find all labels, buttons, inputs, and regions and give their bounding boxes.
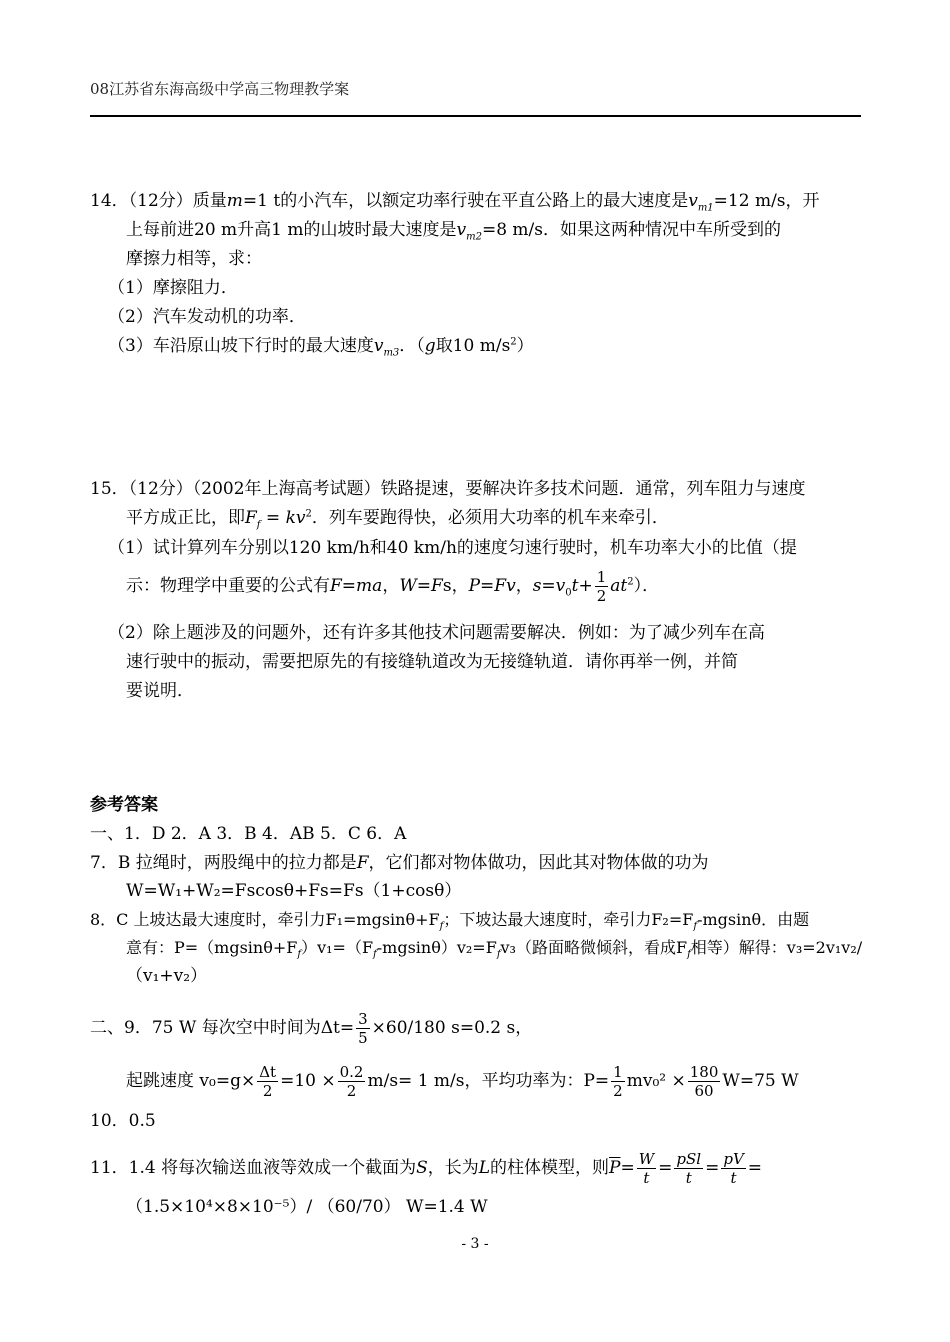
text: 二、9．75 W 每次空中时间为Δt= — [90, 1018, 355, 1038]
answer-8-line-2 — [126, 937, 862, 959]
text: ，它们都对物体做功，因此其对物体做的功为 — [368, 853, 709, 873]
text: ，长为 — [427, 1158, 479, 1178]
text: （2002年上海高考试题）铁路提速，要解决许多技术问题．通常，列车阻力与速度 — [192, 479, 806, 499]
answer-7-line-2: W=W₁+W₂=Fscosθ+Fs=Fs（1+cosθ） — [126, 881, 462, 901]
fraction-numerator: 1 — [596, 568, 607, 586]
q15-line-1 — [90, 478, 806, 500]
symbol: v — [373, 336, 384, 356]
text: 上每前进20 m升高1 m的山坡时最大速度是 — [126, 220, 457, 240]
fraction-numerator: Δt — [259, 1063, 277, 1081]
symbol: t — [571, 576, 579, 596]
answer-11-line-2: （1.5×10⁴×8×10⁻⁵）/ （60/70） W=1.4 W — [126, 1197, 488, 1217]
text: （3）车沿原山坡下行时的最大速度 — [108, 336, 374, 356]
fraction-numerator: 180 — [689, 1063, 719, 1081]
fraction-numerator: 1 — [613, 1063, 623, 1081]
fraction-180-60 — [688, 1063, 721, 1100]
symbol: at — [610, 576, 628, 596]
symbol: F — [356, 853, 369, 873]
q14-score: （12分） — [128, 191, 193, 211]
symbol: W — [399, 576, 417, 596]
fraction-pv-t — [721, 1150, 745, 1187]
fraction-one-half — [611, 1063, 625, 1100]
text: ．（ — [399, 336, 425, 356]
text: ， — [382, 576, 400, 596]
text: ×60/180 s=0.2 s， — [371, 1018, 533, 1038]
text: -mgsinθ）v₂=F — [376, 938, 497, 957]
subscript: f — [373, 949, 377, 961]
fraction-numerator: pSl — [676, 1150, 702, 1168]
text: ）． — [633, 576, 660, 596]
subscript: f — [439, 921, 444, 933]
q14-part-2: （2）汽车发动机的功率． — [108, 307, 306, 327]
fraction-psl-t — [674, 1150, 703, 1187]
q15-part-1: （1）试计算列车分别以120 km/h和40 km/h的速度匀速行驶时，机车功率大小的比值（提 — [108, 538, 797, 558]
q15-part-2-line-3: 要说明． — [126, 681, 194, 701]
text: mv₀² × — [626, 1071, 686, 1091]
text: ） — [516, 336, 534, 356]
fraction-denominator: t — [643, 1169, 650, 1187]
symbol: F — [330, 576, 342, 596]
q15-score: （12分） — [128, 479, 193, 499]
text: =1 t的小汽车，以额定功率行驶在平直公路上的最大速度是 — [242, 191, 689, 211]
answer-1-6: 一、1．D 2．A 3．B 4．AB 5．C 6．A — [90, 824, 407, 844]
text: + — [578, 576, 593, 596]
fraction-three-fifths — [356, 1010, 370, 1047]
q14-line-2 — [126, 219, 781, 241]
text: = — [341, 576, 357, 596]
text: 平方成正比，即 — [126, 508, 245, 528]
text: = — [260, 508, 286, 528]
symbol: Fv — [494, 576, 516, 596]
symbol: F — [245, 508, 257, 528]
fraction-denominator: 60 — [694, 1082, 714, 1100]
answer-9-line-1 — [90, 1010, 532, 1047]
text: = — [541, 576, 556, 596]
text: = — [416, 576, 432, 596]
fraction-numerator: 0.2 — [339, 1063, 364, 1081]
text: = — [705, 1158, 720, 1178]
text: ）v₁=（F — [301, 938, 374, 957]
fraction-numerator: 3 — [358, 1010, 368, 1028]
text: = — [747, 1158, 763, 1178]
answer-8-line-3: （v₁+v₂） — [126, 966, 208, 986]
text: 意有：P=（mgsinθ+F — [126, 938, 298, 957]
subscript: f — [256, 519, 261, 531]
answer-9-line-2 — [126, 1063, 799, 1100]
page-header: 08江苏省东海高级中学高三物理教学案 — [90, 80, 350, 98]
header-rule — [90, 115, 861, 117]
text: ；下坡达最大速度时，牵引力F₂=F — [443, 910, 694, 929]
symbol: v — [688, 191, 698, 211]
fraction-denominator: t — [730, 1169, 737, 1187]
fraction-denominator: 5 — [358, 1029, 368, 1047]
text: W=75 W — [722, 1071, 799, 1091]
superscript: 2 — [510, 336, 517, 348]
symbol: S — [416, 1158, 428, 1178]
text: 示：物理学中重要的公式有 — [126, 576, 330, 596]
text: 7．B 拉绳时，两股绳中的拉力都是 — [90, 853, 357, 873]
text: 质量 — [192, 191, 227, 211]
text: = — [658, 1158, 673, 1178]
text: 11．1.4 将每次输送血液等效成一个截面为 — [90, 1158, 417, 1178]
subscript: f — [687, 949, 691, 961]
symbol: v — [555, 576, 566, 596]
page-number: - 3 - — [461, 1236, 489, 1252]
symbol: L — [478, 1158, 491, 1178]
text: 相等）解得：v₃=2v₁v₂/ — [690, 938, 863, 957]
fraction-w-t — [637, 1150, 656, 1187]
symbol: g — [424, 336, 436, 356]
fraction-denominator: t — [685, 1169, 692, 1187]
subscript: m3 — [383, 347, 400, 359]
q14-part-1: （1）摩擦阻力． — [108, 278, 238, 298]
answer-10: 10．0.5 — [90, 1111, 156, 1131]
symbol: $\overline{P}$ — [609, 1158, 621, 1178]
text: =8 m/s．如果这两种情况中车所受到的 — [481, 220, 782, 240]
q15-part-2-line-2: 速行驶中的振动，需要把原先的有接缝轨道改为无接缝轨道．请你再举一例，并简 — [126, 652, 738, 672]
subscript: f — [496, 949, 501, 961]
symbol: v — [456, 220, 467, 240]
symbol: F — [431, 576, 443, 596]
symbol: s — [532, 576, 542, 596]
fraction-numerator: W — [638, 1150, 655, 1168]
text: ．列车要跑得快，必须用大功率的机车来牵引． — [311, 508, 669, 528]
symbol: ma — [356, 576, 383, 596]
text: v₃（路面略微倾斜，看成F — [500, 938, 688, 957]
symbol: kv — [285, 508, 306, 528]
q14-line-3: 摩擦力相等，求： — [126, 249, 262, 269]
subscript: m1 — [697, 202, 714, 214]
fraction-denominator: 2 — [262, 1082, 273, 1100]
text: 的柱体模型，则 — [490, 1158, 610, 1178]
fraction-dt-half — [257, 1063, 278, 1100]
subscript: f — [297, 949, 302, 961]
subscript: 0 — [565, 587, 572, 599]
text: 8．C 上坡达最大速度时，牵引力F₁=mgsinθ+F — [90, 910, 440, 929]
text: s， — [442, 576, 469, 596]
text: -mgsinθ．由题 — [697, 910, 810, 929]
q15-line-2 — [126, 507, 669, 529]
answer-11-line-1 — [90, 1150, 762, 1187]
fraction-denominator: 2 — [346, 1082, 357, 1100]
fraction-numerator: pV — [723, 1150, 744, 1168]
answer-7-line-1 — [90, 852, 709, 874]
q14-number: 14． — [90, 191, 129, 211]
symbol: P — [468, 576, 481, 596]
symbol: m — [226, 191, 243, 211]
answer-8-line-1 — [90, 909, 809, 931]
subscript: m2 — [466, 231, 482, 243]
text: = — [480, 576, 495, 596]
q15-number: 15． — [90, 479, 129, 499]
text: =12 m/s，开 — [713, 191, 820, 211]
q15-part-2-line-1: （2）除上题涉及的问题外，还有许多其他技术问题需要解决．例如：为了减少列车在高 — [108, 623, 765, 643]
text: 起跳速度 v₀=g× — [126, 1071, 256, 1091]
fraction-0-2-half — [338, 1063, 366, 1100]
fraction-denominator: 2 — [596, 587, 607, 605]
text: 取10 m/s — [435, 336, 511, 356]
text: m/s= 1 m/s，平均功率为：P= — [367, 1071, 610, 1091]
text: = — [620, 1158, 635, 1178]
q14-part-3 — [108, 335, 534, 357]
superscript: 2 — [305, 508, 312, 520]
text: ， — [515, 576, 533, 596]
q14-line-1 — [90, 190, 820, 212]
superscript: 2 — [627, 576, 634, 588]
fraction-denominator: 2 — [613, 1082, 623, 1100]
fraction-half — [595, 568, 609, 605]
text: =10 × — [280, 1071, 336, 1091]
subscript: f — [693, 921, 698, 933]
q15-part-1-hint — [126, 568, 659, 605]
answers-title: 参考答案 — [90, 795, 158, 815]
